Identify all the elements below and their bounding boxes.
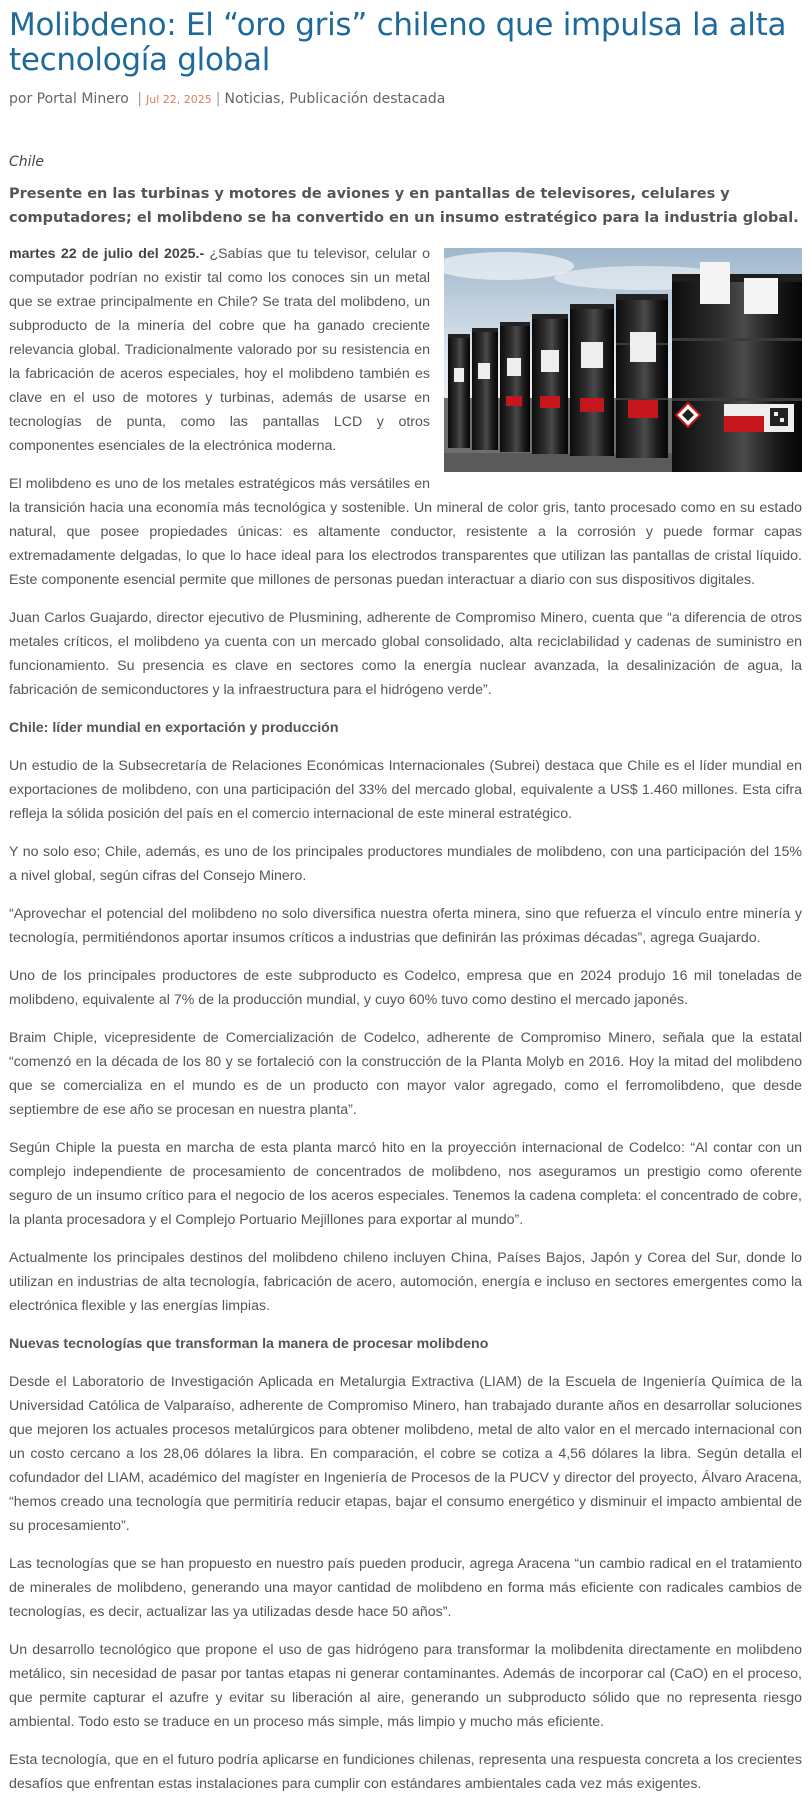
paragraph: Un desarrollo tecnológico que propone el uso de gas hidrógeno para transformar la molibdenita directamente en molibdeno metálico, sin necesidad de pasar por tantas etapas ni generar contaminantes. Además de incorporar cal (CaO) en el proceso, que permite capturar el azufre y evitar su liberación al aire, generando un subproducto sólido que no representa riesgo ambiental. Todo esto se traduce en un proceso más simple, más limpio y mucho más eficiente.: [9, 1642, 802, 1730]
meta-separator: |: [137, 91, 142, 107]
paragraph: Un estudio de la Subsecretaría de Relaciones Económicas Internacionales (Subrei) destaca que Chile es el líder mundial en exportaciones de molibdeno, con una participación del 33% del mercado global, equivalente a US$ 1.460 millones. Esta cifra refleja la sólida posición del país en el comercio internacional de este mineral estratégico.: [9, 758, 802, 822]
paragraph: Y no solo eso; Chile, además, es uno de los principales productores mundiales de molibdeno, con una participación del 15% a nivel global, según cifras del Consejo Minero.: [9, 844, 802, 884]
publish-date: Jul 22, 2025: [146, 93, 212, 106]
section-heading: Chile: líder mundial en exportación y producción: [9, 720, 339, 736]
section-heading: Nuevas tecnologías que transforman la manera de procesar molibdeno: [9, 1336, 489, 1352]
article-lede: Presente en las turbinas y motores de aviones y en pantallas de televisores, celulares y computadores; el molibdeno se ha convertido en un insumo estratégico para la industria global.: [9, 186, 799, 226]
article-title: Molibdeno: El “oro gris” chileno que impulsa la alta tecnología global: [9, 7, 787, 78]
article-meta: [9, 90, 802, 109]
paragraph: Uno de los principales productores de este subproducto es Codelco, empresa que en 2024 produjo 16 mil toneladas de molibdeno, equivalente al 7% de la producción mundial, y cuyo 60% tuvo como destino el mercado japonés.: [9, 968, 802, 1008]
paragraph: Según Chiple la puesta en marcha de esta planta marcó hito en la proyección internacional de Codelco: “Al contar con un complejo independiente de procesamiento de concentrados de molibdeno, nos aseguramos un prestigio como oferente seguro de un insumo crítico para el negocio de los aceros especiales. Tenemos la cadena completa: el concentrado de cobre, la planta procesadora y el Complejo Portuario Mejillones para exportar al mundo”.: [9, 1140, 802, 1228]
meta-separator: |: [215, 91, 221, 107]
paragraph: “Aprovechar el potencial del molibdeno no solo diversifica nuestra oferta minera, sino que refuerza el vínculo entre minería y tecnología, permitiéndonos aportar insumos críticos a industrias que definirán las próximas décadas”, agrega Guajardo.: [9, 906, 802, 946]
paragraph: Desde el Laboratorio de Investigación Aplicada en Metalurgia Extractiva (LIAM) de la Escuela de Ingeniería Química de la Universidad Católica de Valparaíso, adherente de Compromiso Minero, han trabajado durante años en desarrollar soluciones que mejoren los actuales procesos metalúrgicos para obtener molibdeno, metal de alto valor en el mercado internacional con un costo cercano a los 28,06 dólares la libra. En comparación, el cobre se cotiza a 4,56 dólares la libra. Según detalla el cofundador del LIAM, académico del magíster en Ingeniería de Procesos de la PUCV y director del proyecto, Álvaro Aracena, “hemos creado una tecnología que permitiría reducir etapas, bajar el consumo energético y disminuir el impacto ambiental de su procesamiento”.: [9, 1374, 802, 1534]
paragraph: Braim Chiple, vicepresidente de Comercialización de Codelco, adherente de Compromiso Minero, señala que la estatal “comenzó en la década de los 80 y se fortaleció con la construcción de la Planta Molyb en 2016. Hoy la mitad del molibdeno que se comercializa en el mundo es de un producto con mayor valor agregado, como el ferromolibdeno, que desde septiembre de ese año se procesan en nuestra planta”.: [9, 1030, 802, 1118]
paragraph: El molibdeno es uno de los metales estratégicos más versátiles en la transición hacia una economía más tecnológica y sostenible. Un mineral de color gris, tanto procesado como en su estado natural, que posee propiedades únicas: es altamente conductor, resistente a la corrosión y puede formar capas extremadamente delgadas, lo que lo hace ideal para los electrodos transparentes que utilizan las pantallas de cristal líquido. Este componente esencial permite que millones de personas puedan interactuar a diario con sus dispositivos digitales.: [9, 476, 802, 588]
country-tag: Chile: [9, 154, 45, 170]
paragraph: Esta tecnología, que en el futuro podría aplicarse en fundiciones chilenas, representa una respuesta concreta a los crecientes desafíos que enfrentan estas instalaciones para cumplir con estándares ambientales cada vez más exigentes.: [9, 1752, 802, 1792]
paragraph: Actualmente los principales destinos del molibdeno chileno incluyen China, Países Bajos, Japón y Corea del Sur, donde lo utilizan en industrias de alta tecnología, fabricación de acero, automoción, energía e incluso en sectores emergentes como la electrónica flexible y las energías limpias.: [9, 1250, 802, 1314]
paragraph: Juan Carlos Guajardo, director ejecutivo de Plusmining, adherente de Compromiso Minero, cuenta que “a diferencia de otros metales críticos, el molibdeno ya cuenta con un mercado global consolidado, alta reciclabilidad y cadenas de suministro en funcionamiento. Su presencia es clave en sectores como la energía nuclear avanzada, la desalinización de agua, la fabricación de semiconductores y la infraestructura para el hidrógeno verde”.: [9, 610, 802, 698]
author-link[interactable]: Portal Minero: [36, 91, 129, 107]
paragraph: Las tecnologías que se han propuesto en nuestro país pueden producir, agrega Aracena “un cambio radical en el tratamiento de minerales de molibdeno, generando una mayor cantidad de molibdeno en forma más eficiente con radicales cambios de tecnologías, es decir, actualizar las ya utilizadas desde hace 50 años”.: [9, 1556, 802, 1620]
category-links[interactable]: Noticias, Publicación destacada: [224, 91, 446, 107]
meta-by: por: [9, 91, 33, 107]
paragraph-text: ¿Sabías que tu televisor, celular o computador podrían no existir tal como los conoces sin un metal que se extrae principalmente en Chile? Se trata del molibdeno, un subproducto de la minería del cobre que ha ganado creciente relevancia global. Tradicionalmente valorado por su resistencia en la fabricación de aceros especiales, hoy el molibdeno también es clave en el uso de motores y turbinas, además de usarse en tecnologías de punta, como las pantallas LCD y otros componentes esenciales de la electrónica moderna.: [9, 246, 430, 454]
molybdenum-barrels-photo: [444, 248, 802, 472]
dateline: martes 22 de julio del 2025.-: [9, 246, 205, 262]
